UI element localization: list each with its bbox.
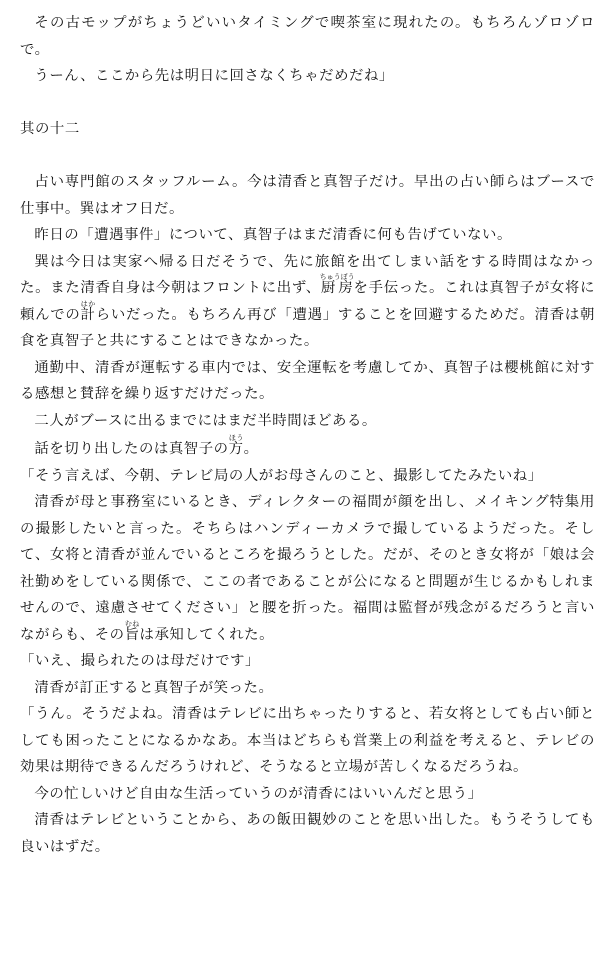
paragraph-text: 。 xyxy=(243,441,259,457)
paragraph-text: は承知してくれた。 xyxy=(139,626,275,643)
paragraph: 今の忙しいけど自由な生活っていうのが清香にはいいんだと思う」 xyxy=(34,785,483,802)
ruby-word xyxy=(319,273,355,296)
paragraph: その古モップがちょうどいいタイミングで喫茶室に現れたの。もちろんゾロゾロで。 xyxy=(20,15,595,58)
ruby-reading: ちゅうぼう xyxy=(319,273,355,281)
dialogue-line: 「うん。そうだよね。清香はテレビに出ちゃったりすると、若女将としても占い師としても困ったことになるかなあ。本当はどちらも営業上の利益を考えると、テレビの効果は期待できるんだろうけれど、そうなると立場が苦しくなるだろうね。 xyxy=(20,706,595,775)
paragraph: 二人がブースに出るまでにはまだ半時間ほどある。 xyxy=(34,412,377,429)
ruby-word xyxy=(80,299,96,323)
ruby-reading: ほう xyxy=(228,434,244,442)
paragraph-text: 巽は今日は実家へ帰る日だそうで、先に旅館を出てしまい話をする時間はなかった。また清香自身は今朝はフロントに出ず、 xyxy=(20,253,595,296)
dialogue-line: 「そう言えば、今朝、テレビ局の人がお母さんのこと、撮影してたみたいね」 xyxy=(20,467,543,484)
paragraph xyxy=(20,489,595,648)
paragraph-text: らいだった。もちろん再び「遭遇」することを回避するためだ。清香は朝食を真智子と共にすることはできなかった。 xyxy=(20,306,595,349)
paragraph: 清香が訂正すると真智子が笑った。 xyxy=(34,679,274,696)
paragraph: 通勤中、清香が運転する車内では、安全運転を考慮してか、真智子は櫻桃館に対する感想と賛辞を繰り返すだけだった。 xyxy=(20,359,595,402)
ruby-base: 旨 xyxy=(124,626,140,643)
paragraph xyxy=(20,249,595,355)
paragraph: うーん、ここから先は明日に回さなくちゃだめだね」 xyxy=(34,68,394,84)
ruby-word xyxy=(228,434,244,457)
ruby-base: 計 xyxy=(80,306,96,323)
paragraph xyxy=(20,434,595,463)
ruby-word xyxy=(124,619,140,643)
paragraph: 清香はテレビということから、あの飯田観妙のことを思い出した。もうそうしても良いはずだ。 xyxy=(20,812,595,855)
blank-line xyxy=(20,90,595,117)
paragraph-text: 話を切り出したのは真智子の xyxy=(34,441,229,457)
paragraph: 占い専門館のスタッフルーム。今は清香と真智子だけ。早出の占い師らはブースで仕事中。巽はオフ日だ。 xyxy=(20,174,595,217)
blank-line xyxy=(20,143,595,170)
ruby-reading: はか xyxy=(80,299,96,308)
ruby-base: 方 xyxy=(228,441,244,457)
paragraph-text: 清香が母と事務室にいるとき、ディレクターの福間が顔を出し、メイキング特集用の撮影したいと言った。そちらはハンディーカメラで撮しているようだった。そして、女将と清香が並んでいるところを撮ろうとした。だが、そのとき女将が「娘は会社勤めをしている関係で、ここの者であることが公になると問題が生じるかもしれませんので、遠慮させてください」と腰を折った。福間は監督が残念がるだろうと言いながらも、その xyxy=(20,494,595,643)
section-heading: 其の十二 xyxy=(20,121,80,137)
paragraph-text: を手伝った。これは真智子が女将に頼んでの xyxy=(20,280,595,323)
ruby-reading: むね xyxy=(124,619,140,628)
dialogue-line: 「いえ、撮られたのは母だけです」 xyxy=(20,653,260,669)
ruby-base: 厨房 xyxy=(319,280,355,296)
paragraph: 昨日の「遭遇事件」について、真智子はまだ清香に何も告げていない。 xyxy=(34,227,512,243)
